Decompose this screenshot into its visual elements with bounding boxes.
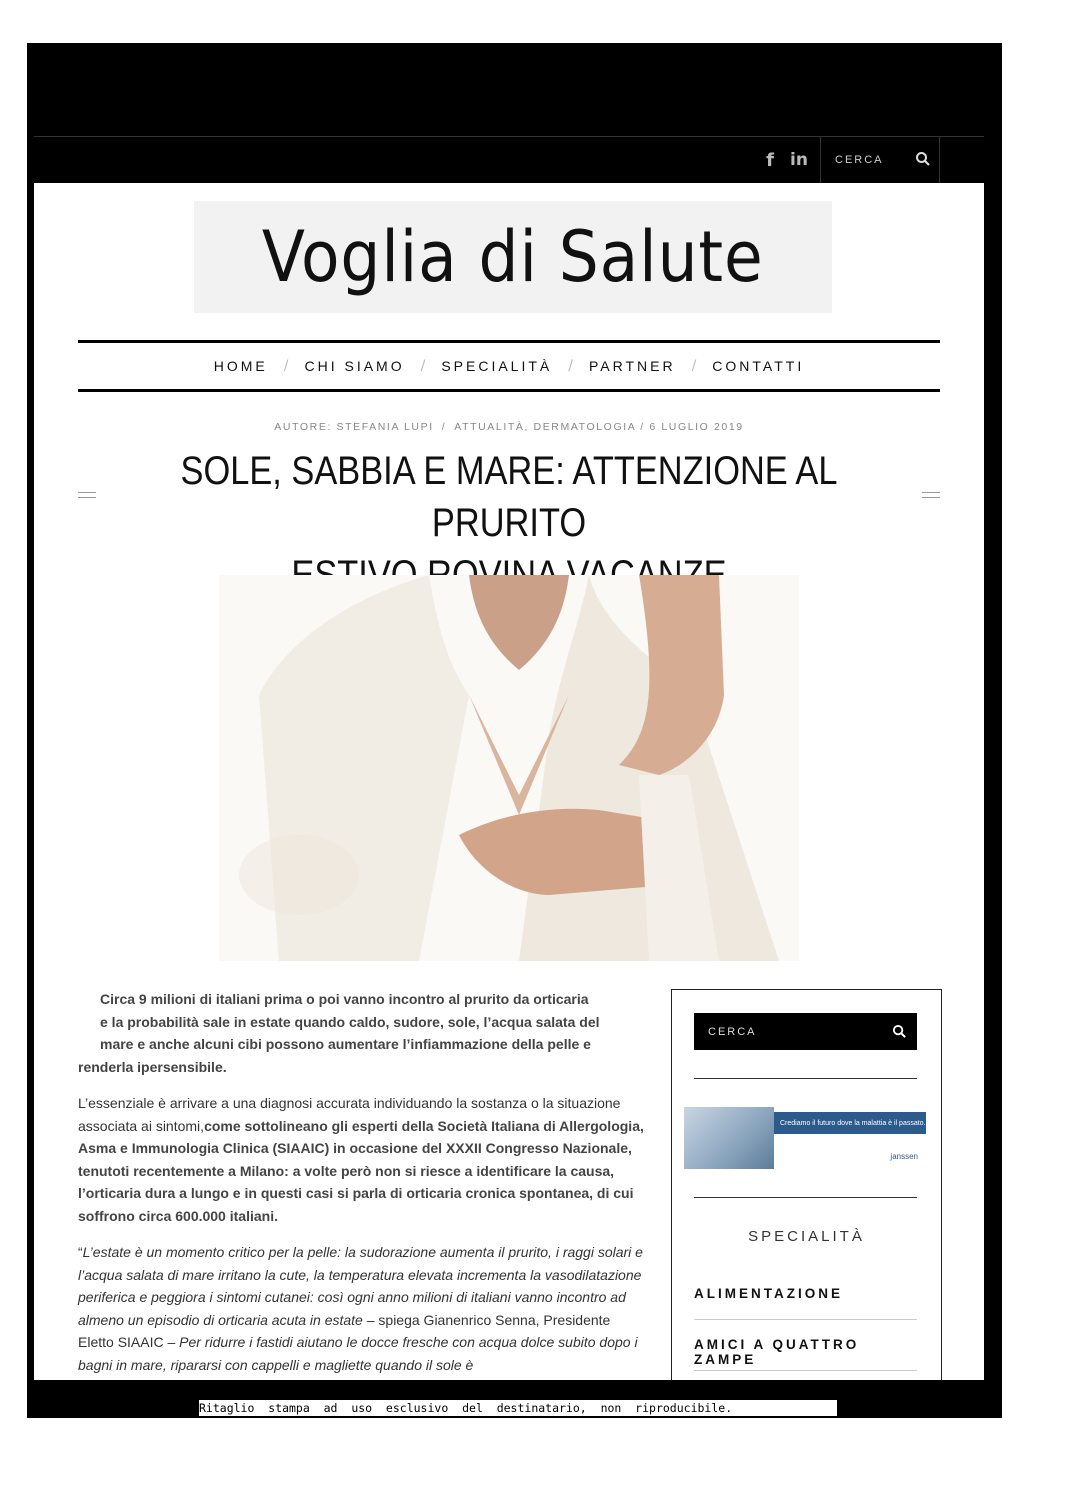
top-search-input[interactable] [820,137,940,183]
nav-separator: / [568,358,573,374]
post-title-block [78,445,940,555]
top-bar [34,136,984,183]
post-title-line1: SOLE, SABBIA E MARE: ATTENZIONE AL PRURITO [180,449,838,545]
main-nav [78,340,940,392]
lead-line: mare e anche alcuni cibi possono aumentare l’infiammazione della pelle e [100,1036,591,1052]
sidebar-divider [694,1370,917,1371]
sidebar-item-alimentazione[interactable]: ALIMENTAZIONE [694,1286,843,1301]
quote-text: Per ridurre i fastidi aiutano le docce fresche con acqua dolce subito dopo i bagni in mare, ripararsi con cappelli e magliette quando il sole è [78,1334,638,1373]
banner-text: Crediamo il futuro dove la malattia è il passato. [774,1112,926,1134]
sponsor-banner[interactable] [684,1107,926,1169]
nav-home[interactable]: HOME [213,358,268,374]
page-content [34,183,984,1380]
quote-mark: “ [78,1244,83,1260]
nav-specialita[interactable]: SPECIALITÀ [441,358,553,374]
nav-contatti[interactable]: CONTATTI [712,358,805,374]
sidebar-item-amici-a-quattro-zampe[interactable]: AMICI A QUATTRO ZAMPE [694,1337,860,1367]
post-author[interactable]: AUTORE: STEFANIA LUPI [274,421,434,433]
paragraph-bold-text: come sottolineano gli esperti della Società Italiana di Allergologia, Asma e Immunologia Clinica (SIAAIC) in occasione del XXXII Congresso Nazionale, tenutoti recentemente a Milano: a volte però non si riesce a identificare la causa, l’orticaria dura a lungo e in questi casi si parla di orticaria cronica spontanea, di cui soffrono circa 600.000 italiani. [78,1117,644,1224]
top-search-placeholder: CERCA [835,154,884,166]
lead-line: Circa 9 milioni di italiani prima o poi vanno incontro al prurito da orticaria [100,991,589,1007]
post-meta [34,421,984,433]
sidebar-divider [694,1319,917,1320]
banner-brand: janssen [890,1152,918,1161]
quote-text: L’estate è un momento critico per la pelle: la sudorazione aumenta il prurito, i raggi solari e l’acqua salata di mare irritano la cute, la temperatura elevata incrementa la vasodilatazione periferica e peggiora i sintomi cutanei: così ogni anno milioni di italiani vanno incontro ad almeno un episodio di orticaria acuta in estate [78,1244,643,1328]
nav-separator: / [283,358,289,374]
sidebar-heading: SPECIALITÀ [748,1228,865,1245]
sidebar-search-placeholder: CERCA [708,1026,757,1038]
banner-image [684,1107,774,1169]
search-icon[interactable] [892,1024,907,1039]
lead-line: renderla ipersensibile. [78,1058,227,1075]
lead-line: e la probabilità sale in estate quando caldo, sudore, sole, l’acqua salata del [100,1013,600,1030]
site-logo[interactable] [194,201,832,313]
article-quote [78,1241,646,1376]
search-icon[interactable] [915,151,931,167]
meta-separator: / [441,421,447,433]
press-clipping-note: Ritaglio stampa ad uso esclusivo del destinatario, non riproducibile. [199,1400,837,1416]
title-dash-left [78,492,96,498]
sidebar-search-input[interactable] [694,1013,917,1050]
facebook-icon[interactable]: f [766,149,774,171]
sidebar [671,989,942,1380]
sidebar-divider [694,1197,917,1198]
nav-chi-siamo[interactable]: CHI SIAMO [304,358,405,374]
nav-separator: / [691,358,697,374]
quote-attribution: – spiega Gianenrico Senna, Presidente Eletto SIAAIC – [78,1311,611,1350]
article-lead [78,988,646,1078]
paragraph-text: L’essenziale è arrivare a una diagnosi accurata individuando la sostanza o la situazione associata ai sintomi, [78,1095,621,1134]
logo-text: Voglia di Salute [262,216,764,298]
nav-partner[interactable]: PARTNER [588,358,676,374]
article-body [78,988,646,1380]
featured-photo-illustration [219,575,799,961]
meta-separator: / [640,421,645,433]
post-date: 6 LUGLIO 2019 [649,421,744,433]
sidebar-divider [694,1078,917,1079]
post-categories[interactable]: ATTUALITÀ, DERMATOLOGIA [454,421,636,433]
title-dash-right [922,492,940,498]
nav-separator: / [420,358,426,374]
article-paragraph [78,1092,646,1227]
featured-image [219,575,799,961]
linkedin-icon[interactable]: in [790,150,808,170]
